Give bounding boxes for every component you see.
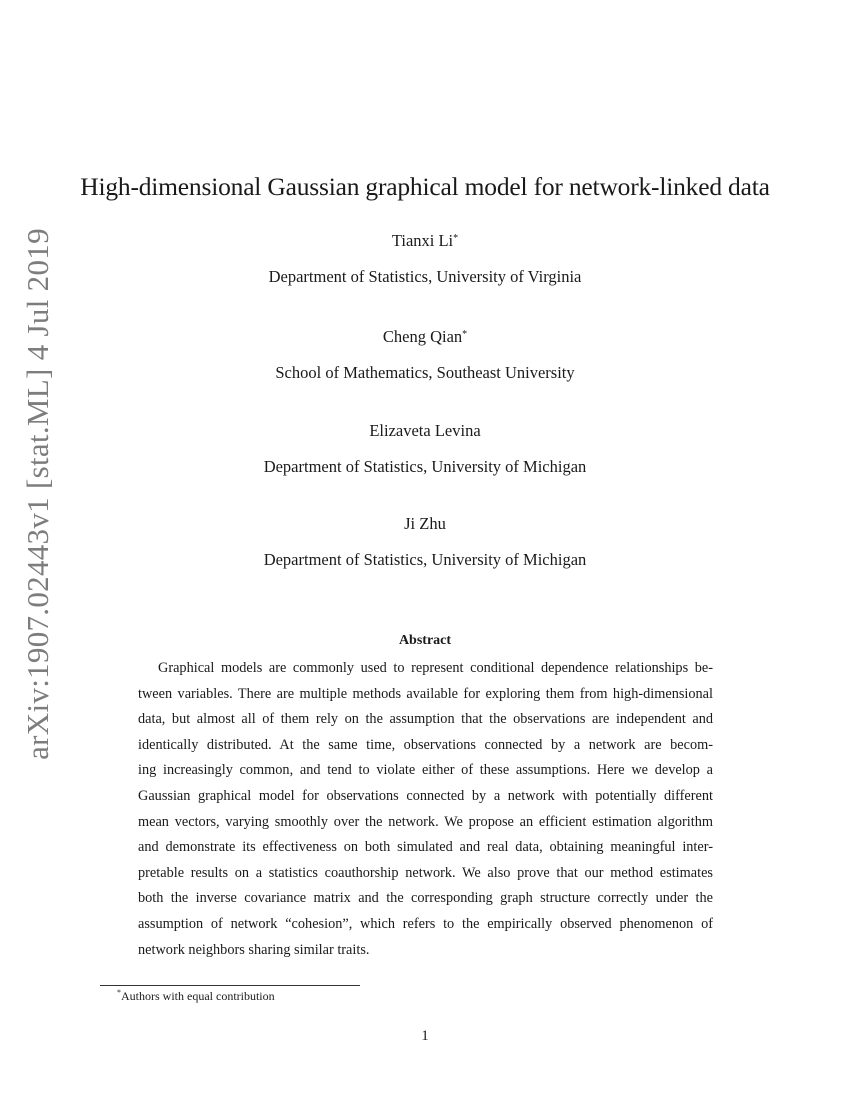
abstract-body — [138, 656, 713, 963]
author-affiliation: School of Mathematics, Southeast University — [275, 363, 575, 382]
author-name — [0, 326, 850, 348]
author-block — [0, 230, 850, 288]
author-block — [0, 513, 850, 571]
author-affiliation: Department of Statistics, University of Michigan — [263, 550, 587, 569]
abstract-line: both the inverse covariance matrix and the corresponding graph structure correctly under the — [138, 890, 713, 907]
author-name — [0, 420, 850, 442]
page-number: 1 — [421, 1028, 429, 1044]
author-name-text: Elizaveta Levina — [369, 421, 481, 440]
paper-title: High-dimensional Gaussian graphical model for network-linked data — [80, 172, 770, 201]
abstract-line: Gaussian graphical model for observations connected by a network with potentially different — [138, 787, 713, 804]
abstract-line: network neighbors sharing similar traits. — [138, 941, 370, 958]
author-name-text: Tianxi Li — [391, 231, 454, 250]
author-name-text: Ji Zhu — [404, 514, 446, 533]
author-name-text: Cheng Qian — [382, 327, 463, 346]
author-name — [0, 230, 850, 252]
arxiv-stamp: arXiv:1907.02443v1 [stat.ML] 4 Jul 2019 — [20, 228, 55, 760]
abstract-line: tween variables. There are multiple methods available for exploring them from high-dimensional — [138, 685, 713, 702]
abstract-line: Graphical models are commonly used to represent conditional dependence relationships be- — [158, 660, 713, 676]
author-block — [0, 420, 850, 478]
abstract-line: mean vectors, varying smoothly over the network. We propose an efficient estimation algorithm — [138, 813, 713, 830]
author-affiliation: Department of Statistics, University of Virginia — [268, 267, 582, 286]
footnote-mark: * — [117, 988, 121, 997]
abstract-line: and demonstrate its effectiveness on both simulated and real data, obtaining meaningful inter- — [138, 839, 713, 856]
abstract-line: ing increasingly common, and tend to violate either of these assumptions. Here we develop a — [138, 762, 713, 779]
author-affiliation: Department of Statistics, University of Michigan — [263, 457, 587, 476]
footnote-text: Authors with equal contribution — [121, 989, 275, 1003]
footnote — [117, 989, 275, 1004]
equal-contribution-mark: * — [462, 329, 468, 340]
abstract-line: pretable results on a statistics coauthorship network. We also prove that our method estimates — [138, 864, 713, 881]
author-block — [0, 326, 850, 384]
equal-contribution-mark: * — [453, 233, 459, 244]
author-name — [0, 513, 850, 535]
abstract-line: assumption of network “cohesion”, which refers to the empirically observed phenomenon of — [138, 915, 713, 932]
footnote-divider — [100, 985, 360, 986]
abstract-line: data, but almost all of them rely on the assumption that the observations are independent and — [138, 711, 713, 728]
abstract-heading: Abstract — [398, 633, 452, 648]
abstract-line: identically distributed. At the same time, observations connected by a network are becom- — [138, 736, 713, 753]
